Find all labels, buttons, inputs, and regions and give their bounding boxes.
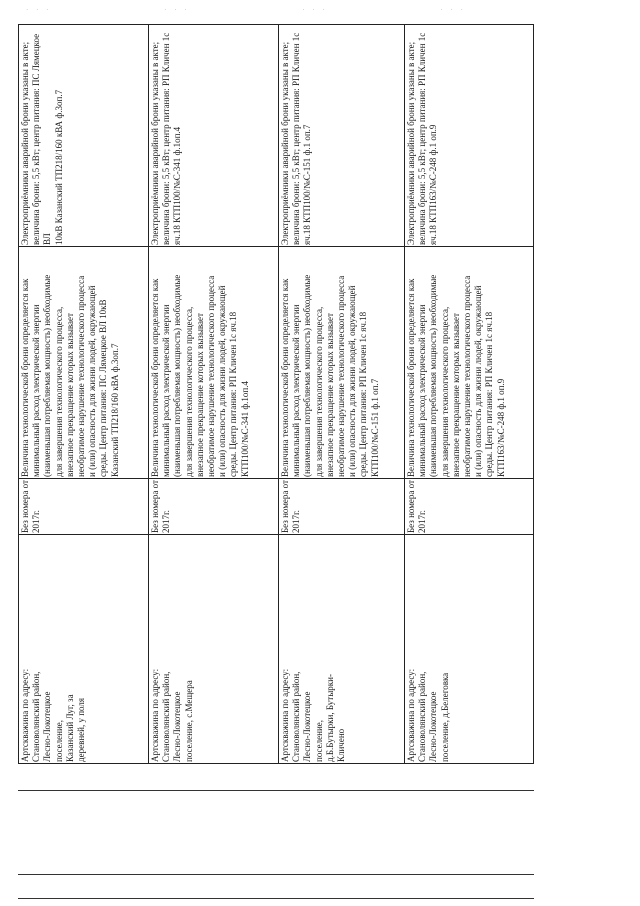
bottom-rule bbox=[18, 874, 534, 875]
table-row-4-description: Величина технологической брони определяется как минимальный расход электрической энергии (наименьшая потребляемая мощность) необходимые для завершения технологического процесса, внезапное прекращение которых вызывает необратимое нарушение технологического процесса и (или) опасность для жизни людей, окружающей среды. Центр питания: РП Кличен 1с яч.18 КТП163/№С-248 ф.1 оп.9 bbox=[406, 274, 506, 477]
bottom-rule bbox=[18, 898, 534, 899]
header-marks: · · · · · · · · · · · · bbox=[26, 6, 466, 14]
table-row-1-address: Артскважина по адресу: Становолянский район, Лесно-Локотецкое поселение, Казанский Луг, за деревней, у поля bbox=[20, 668, 87, 762]
bottom-rule bbox=[18, 790, 534, 791]
table-row-2-address: Артскважина по адресу: Становолянский район, Лесно-Локотецкое поселение, с.Мещера bbox=[150, 668, 194, 762]
table-row-1-description: Величина технологической брони определяется как минимальный расход электрической энергии (наименьшая потребляемая мощность) необходимые для завершения технологического процесса, внезапное прекращение которых вызывает необратимое нарушение технологического процесса и (или) опасность для жизни людей, окружающей среды. Центр питания: ПС Лямецкое ВЛ 10кВ Казанский ТП218/160 кВА ф.3оп.7 bbox=[20, 274, 120, 477]
table-row-2-act: Электроприёмники аварийной брони указаны в акте; величина брони: 5,5 кВт; центр питания: РП Кличен 1с яч.18 КТП100/№С-341 ф.1оп.4 bbox=[150, 32, 183, 245]
table-row-3-act: Электроприёмники аварийной брони указаны в акте; величина брони: 5,5 кВт; центр питания: РП Кличен 1с яч.18 КТП100/№С-151 ф.1 оп.7 bbox=[280, 32, 313, 245]
table-row-1-number: Без номера от 2017г. bbox=[20, 480, 42, 533]
table-row-2-number: Без номера от 2017г. bbox=[150, 480, 172, 533]
table-row-3-number: Без номера от 2017г. bbox=[280, 480, 302, 533]
table-row-4-number: Без номера от 2017г. bbox=[406, 480, 428, 533]
table-row-1-act: Электроприёмники аварийной брони указаны в акте; величина брони: 5,5 кВт; центр питания: ПС Лямецкое ВЛ 10кВ Казанский ТП218/160 кВА ф.3оп.7 bbox=[20, 33, 64, 245]
table-row-4-act: Электроприёмники аварийной брони указаны в акте; величина брони: 5,5 кВт; центр питания: РП Кличен 1с яч.18 КТП163/№С-248 ф.1 оп.9 bbox=[406, 32, 439, 245]
table-row-4-address: Артскважина по адресу: Становолянский район, Лесно-Локотецкое поселение, д.Белеговка bbox=[406, 668, 450, 762]
table-row-2-description: Величина технологической брони определяется как минимальный расход электрической энергии (наименьшая потребляемая мощность) необходимые для завершения технологического процесса, внезапное прекращение которых вызывает необратимое нарушение технологического процесса и (или) опасность для жизни людей, окружающей среды. Центр питания: РП Кличен 1с яч.18 КТП100/№С-341 ф.1оп.4 bbox=[150, 274, 250, 477]
table-row-3-address: Артскважина по адресу: Становолянский район, Лесно-Локотецкое поселение, д.Б.Бутырки, Бутырки- Кличено bbox=[280, 668, 347, 762]
table-row-3-description: Величина технологической брони определяется как минимальный расход электрической энергии (наименьшая потребляемая мощность) необходимые для завершения технологического процесса, внезапное прекращение которых вызывает необратимое нарушение технологического процесса и (или) опасность для жизни людей, окружающей среды. Центр питания: РП Кличен 1с яч.18 КТП100/№С-151 ф.1 оп.7 bbox=[280, 274, 380, 477]
